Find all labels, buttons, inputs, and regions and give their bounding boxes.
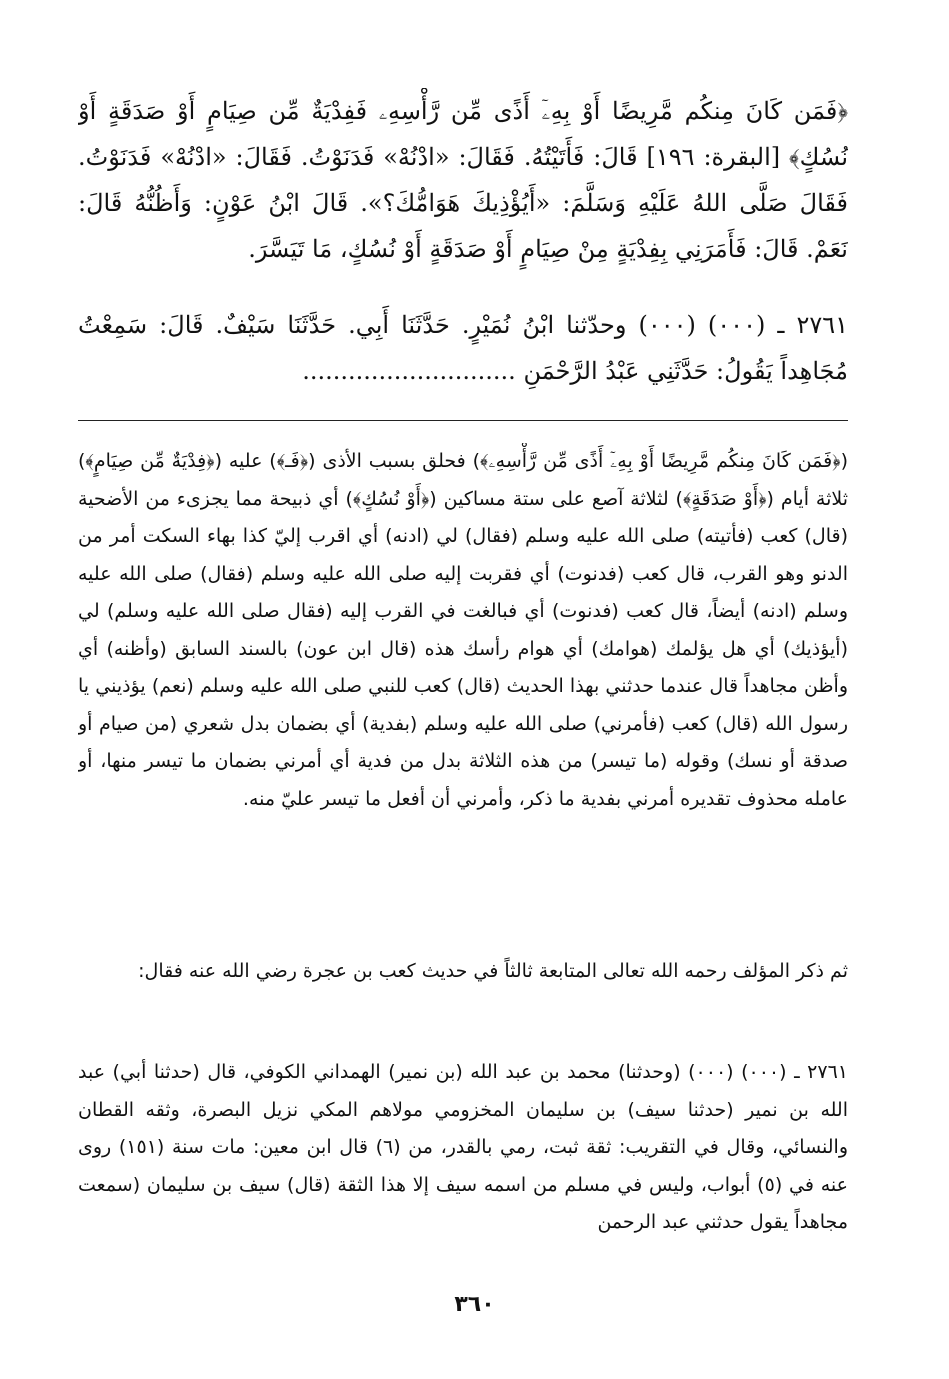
commentary-text: (﴿فَمَن كَانَ مِنكُم مَّرِيضًا أَوْ بِهِۦٓ أَذًى مِّن رَّأْسِهِۦ﴾) فحلق بسبب الأذى (﴿فَـ﴾) عليه (﴿فِدْيَةٌ مِّن صِيَامٍ﴾) ثلاثة أيام (﴿أَوْ صَدَقَةٍ﴾) لثلاثة آصع على ستة مساكين (﴿أَوْ نُسُكٍ﴾) أي ذبيحة مما يجزىء من الأضحية (قال) كعب (فأتيته) صلى الله عليه وسلم (فقال) لي (ادنه) أي اقرب إليّ كذا بهاء السكت أمر من الدنو وهو القرب، قال كعب (فدنوت) أي فقربت إليه صلى الله عليه وسلم (فقال) صلى الله عليه وسلم (ادنه) أيضاً، قال كعب (فدنوت) أي فبالغت في القرب إليه (فقال صلى الله عليه وسلم) لي (أيؤذيك) أي هل يؤلمك (هوامك) أي هوام رأسك هذه (قال ابن عون) بالسند السابق (وأظنه) أي وأظن مجاهداً قال عندما حدثني بهذا الحديث (قال) كعب للنبي صلى الله عليه وسلم (نعم) يؤذيني يا رسول الله (قال) كعب (فأمرني) صلى الله عليه وسلم (بفدية) أي بضمان بدل شعري (من صيام أو صدقة أو نسك) وقوله (ما تيسر) من هذه الثلاثة بدل من فدية أي أمرني بضمان ما تيسر منها، أو عامله محذوف تقديره أمرني بفدية ما ذكر، وأمرني أن أفعل ما تيسر عليّ منه. <box>78 450 848 810</box>
continuation-dots: ............................ <box>302 357 516 385</box>
commentary-isnad-paragraph <box>78 1054 848 1242</box>
document-page <box>78 88 848 1368</box>
matn-isnad-paragraph <box>78 302 848 394</box>
commentary-paragraph <box>78 443 848 931</box>
commentary-isnad-text: ٢٧٦١ ـ (٠٠٠) (٠٠٠) (وحدثنا) محمد بن عبد الله (بن نمير) الهمداني الكوفي، قال (حدثنا أبي) عبد الله بن نمير (حدثنا سيف) بن سليمان المخزومي مولاهم المكي نزيل البصرة، وثقه القطان والنسائي، وقال في التقريب: ثقة ثبت، رمي بالقدر، من (٦) قال ابن معين: مات سنة (١٥١) روى عنه في (٥) أبواب، وليس في مسلم من اسمه سيف إلا هذا الثقة (قال) سيف بن سليمان (سمعت مجاهداً يقول حدثني عبد الرحمن <box>78 1061 848 1233</box>
matn-text: ﴿فَمَن كَانَ مِنكُم مَّرِيضًا أَوْ بِهِۦٓ أَذًى مِّن رَّأْسِهِۦ فَفِدْيَةٌ مِّن صِيَامٍ أَوْ صَدَقَةٍ أَوْ نُسُكٍ﴾ [البقرة: ١٩٦] قَالَ: فَأَتَيْتُهُ. فَقَالَ: «ادْنُهْ» فَدَنَوْتُ. فَقَالَ: «ادْنُهْ» فَدَنَوْتُ. فَقَالَ صَلَّى اللهُ عَلَيْهِ وَسَلَّمَ: «أَيُؤْذِيكَ هَوَامُّكَ؟». قَالَ ابْنُ عَوْنٍ: وَأَظُنُّهُ قَالَ: نَعَمْ. قَالَ: فَأَمَرَنِي بِفِدْيَةٍ مِنْ صِيَامٍ أَوْ صَدَقَةٍ أَوْ نُسُكٍ، مَا تَيَسَّرَ. <box>78 97 848 263</box>
matn-paragraph <box>78 88 848 272</box>
commentary-transition-paragraph <box>78 953 848 1028</box>
matn-isnad-text: ٢٧٦١ ـ (٠٠٠) (٠٠٠) وحدّثنا ابْنُ نُمَيْرٍ. حَدَّثَنَا أَبِي. حَدَّثَنَا سَيْفٌ. قَالَ: سَمِعْتُ مُجَاهِداً يَقُولُ: حَدَّثَنِي عَبْدُ الرَّحْمَنِ <box>78 311 848 385</box>
commentary-transition-text: ثم ذكر المؤلف رحمه الله تعالى المتابعة ثالثاً في حديث كعب بن عجرة رضي الله عنه فقال: <box>138 960 848 982</box>
section-divider <box>78 420 848 421</box>
page-number: ٣٦٠ <box>454 1292 495 1317</box>
